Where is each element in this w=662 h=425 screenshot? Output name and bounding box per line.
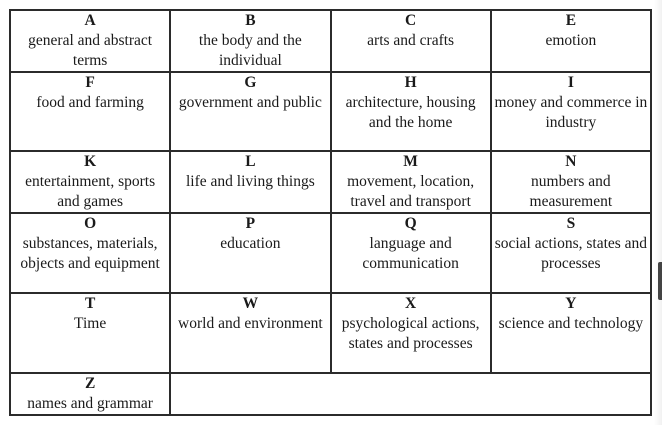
field-code: S bbox=[566, 215, 576, 232]
field-cell-e bbox=[491, 10, 651, 72]
field-code: E bbox=[565, 12, 577, 29]
field-description: Time bbox=[74, 315, 107, 332]
field-cell-k bbox=[10, 151, 170, 213]
field-description: food and farming bbox=[36, 94, 144, 111]
field-code: P bbox=[245, 215, 256, 232]
field-description: world and environment bbox=[178, 315, 323, 332]
field-code: Q bbox=[404, 215, 417, 232]
field-code: L bbox=[245, 153, 256, 170]
field-cell-w bbox=[170, 293, 330, 373]
field-description: numbers and measurement bbox=[529, 173, 613, 210]
field-code: M bbox=[403, 153, 418, 170]
field-code: T bbox=[84, 295, 96, 312]
field-cell-t bbox=[10, 293, 170, 373]
field-description: psychological actions, states and processes bbox=[341, 315, 480, 352]
field-cell-x bbox=[331, 293, 491, 373]
field-description: substances, materials, objects and equipment bbox=[20, 235, 160, 272]
field-code: A bbox=[84, 12, 96, 29]
field-description: entertainment, sports and games bbox=[25, 173, 156, 210]
field-cell-y bbox=[491, 293, 651, 373]
field-cell-o bbox=[10, 213, 170, 293]
field-description: names and grammar bbox=[27, 395, 153, 412]
field-cell-m bbox=[331, 151, 491, 213]
table-row bbox=[10, 373, 651, 415]
field-cell-z bbox=[10, 373, 170, 415]
table-row bbox=[10, 72, 651, 151]
scrollbar-handle[interactable] bbox=[658, 262, 662, 300]
table-row bbox=[10, 213, 651, 293]
field-description: architecture, housing and the home bbox=[345, 94, 476, 131]
field-code: G bbox=[244, 74, 257, 91]
field-code: Y bbox=[565, 295, 577, 312]
field-description: money and commerce in industry bbox=[494, 94, 648, 131]
field-cell-l bbox=[170, 151, 330, 213]
semantic-field-table bbox=[9, 9, 652, 416]
field-description: the body and the individual bbox=[198, 32, 302, 69]
field-cell-n bbox=[491, 151, 651, 213]
field-cell-c bbox=[331, 10, 491, 72]
field-code: N bbox=[565, 153, 577, 170]
field-cell-h bbox=[331, 72, 491, 151]
table-row bbox=[10, 10, 651, 72]
field-code: F bbox=[85, 74, 95, 91]
field-description: general and abstract terms bbox=[28, 32, 153, 69]
field-description: arts and crafts bbox=[367, 32, 455, 49]
field-description: movement, location, travel and transport bbox=[347, 173, 475, 210]
field-description: emotion bbox=[545, 32, 597, 49]
field-code: O bbox=[84, 215, 97, 232]
field-description: life and living things bbox=[186, 173, 315, 190]
field-code: C bbox=[405, 12, 417, 29]
table-row bbox=[10, 151, 651, 213]
field-cell-f bbox=[10, 72, 170, 151]
field-code: I bbox=[567, 74, 574, 91]
field-cell-g bbox=[170, 72, 330, 151]
field-description: social actions, states and processes bbox=[494, 235, 648, 272]
field-cell-i bbox=[491, 72, 651, 151]
field-code: K bbox=[84, 153, 97, 170]
field-cell-q bbox=[331, 213, 491, 293]
field-code: W bbox=[242, 295, 259, 312]
field-description: government and public bbox=[178, 94, 322, 111]
field-description: language and communication bbox=[362, 235, 459, 272]
field-cell-b bbox=[170, 10, 330, 72]
field-cell-p bbox=[170, 213, 330, 293]
field-code: B bbox=[245, 12, 256, 29]
field-description: education bbox=[220, 235, 281, 252]
window-edge bbox=[654, 0, 662, 425]
field-description: science and technology bbox=[498, 315, 644, 332]
field-code: X bbox=[405, 295, 417, 312]
field-cell-s bbox=[491, 213, 651, 293]
field-code: H bbox=[404, 74, 417, 91]
field-code: Z bbox=[84, 375, 96, 392]
table-row bbox=[10, 293, 651, 373]
empty-cell bbox=[170, 373, 651, 415]
field-cell-a bbox=[10, 10, 170, 72]
